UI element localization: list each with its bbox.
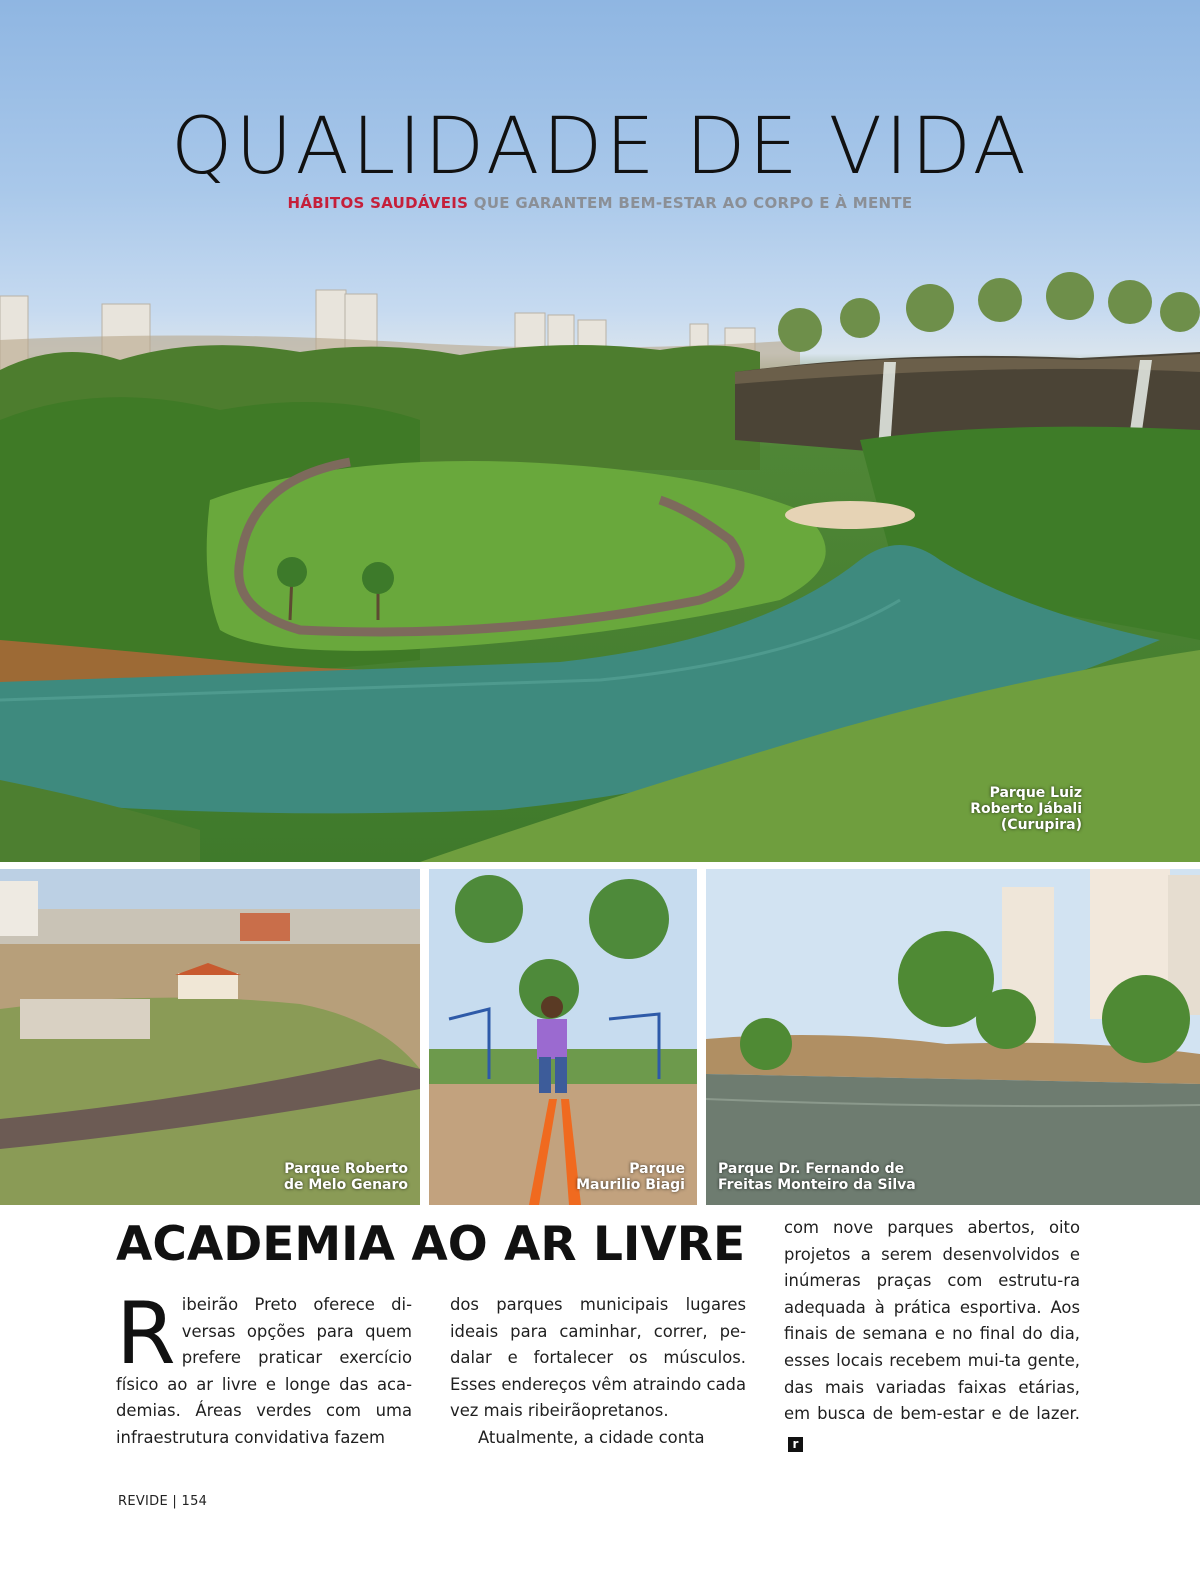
photo-parque-fernando bbox=[706, 869, 1200, 1205]
subtitle-highlight: HÁBITOS SAUDÁVEIS bbox=[287, 194, 469, 212]
photo-parque-maurilio bbox=[429, 869, 697, 1205]
park-aerial-illustration bbox=[0, 869, 420, 1205]
subtitle-rest: QUE GARANTEM BEM-ESTAR AO CORPO E À MENTE bbox=[468, 194, 913, 212]
article-headline: ACADEMIA AO AR LIVRE bbox=[116, 1217, 746, 1272]
photo-parque-roberto bbox=[0, 869, 420, 1205]
article-column-1 bbox=[116, 1284, 412, 1452]
end-of-article-icon: r bbox=[788, 1437, 803, 1452]
playground-illustration bbox=[429, 869, 697, 1205]
article-column-2 bbox=[450, 1292, 746, 1452]
page-footer: REVIDE | 154 bbox=[118, 1494, 208, 1509]
article-column-3 bbox=[784, 1215, 1080, 1454]
photo-caption-2: Parque Maurilio Biagi bbox=[576, 1161, 685, 1193]
column-2-paragraph-2: Atualmente, a cidade conta bbox=[478, 1427, 705, 1447]
photo-caption-1: Parque Roberto de Melo Genaro bbox=[283, 1161, 408, 1193]
page-title: QUALIDADE DE VIDA bbox=[170, 102, 1030, 192]
page-subtitle bbox=[0, 194, 1200, 212]
column-3-text: com nove parques abertos, oito projetos a serem desenvolvidos e inúmeras praças com estrutu-ra adequada à prática esportiva. Aos finais de semana e no final do dia, esses locais recebem mui-ta gente, das mais variadas faixas etárias, em busca de bem-estar e de lazer. bbox=[784, 1218, 1080, 1424]
column-1-text: ibeirão Preto oferece di-versas opções para quem prefere praticar exercício físico ao ar livre e longe das aca-demias. Áreas verdes com uma infraestrutura convidativa fazem bbox=[116, 1295, 412, 1447]
drop-cap: R bbox=[116, 1284, 176, 1384]
column-2-paragraph-1: dos parques municipais lugares ideais para caminhar, correr, pe-dalar e fortalecer os músculos. Esses endereços vêm atraindo cada vez mais ribeirãopretanos. bbox=[450, 1295, 746, 1421]
hero-caption: Parque Luiz Roberto Jábali (Curupira) bbox=[970, 785, 1082, 833]
photo-caption-3: Parque Dr. Fernando de Freitas Monteiro da Silva bbox=[718, 1161, 916, 1193]
lake-illustration bbox=[706, 869, 1200, 1205]
